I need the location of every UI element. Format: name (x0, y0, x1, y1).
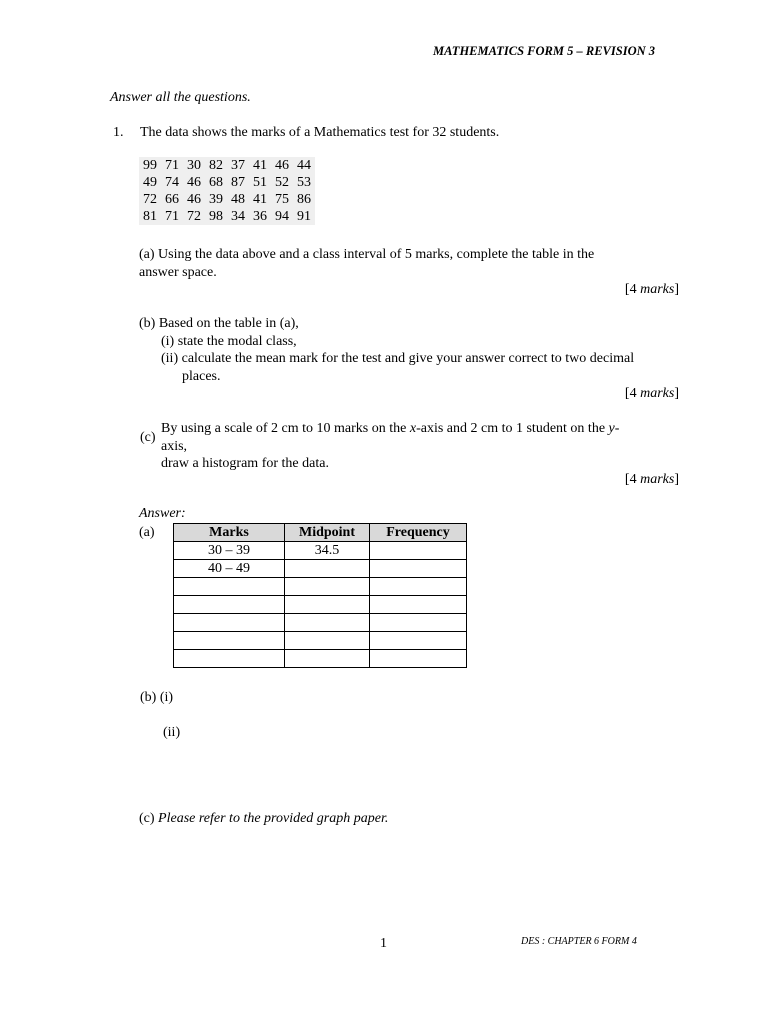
data-grid-cell: 74 (165, 175, 179, 190)
part-b-marks: [4 marks] (624, 386, 679, 401)
data-grid-cell: 81 (143, 209, 157, 224)
data-grid-cell: 68 (209, 175, 223, 190)
data-grid-cell: 71 (165, 209, 179, 224)
data-grid-row (139, 174, 315, 191)
table-cell (285, 632, 370, 650)
table-cell: 30 – 39 (174, 542, 285, 560)
answer-a-label: (a) (139, 525, 155, 540)
part-c-line3: draw a histogram for the data. (161, 456, 329, 471)
table-cell (370, 614, 467, 632)
instructions: Answer all the questions. (110, 90, 251, 105)
answer-label: Answer: (139, 506, 186, 521)
data-grid-cell: 44 (297, 158, 311, 173)
table-cell (370, 578, 467, 596)
data-grid-cell: 41 (253, 158, 267, 173)
part-a (139, 246, 679, 299)
marks-data-grid (139, 157, 315, 225)
table-cell: 34.5 (285, 542, 370, 560)
table-cell (285, 614, 370, 632)
part-c (161, 420, 661, 473)
part-c-line1: By using a scale of 2 cm to 10 marks on the x-axis and 2 cm to 1 student on the y- (161, 421, 620, 436)
data-grid-cell: 37 (231, 158, 245, 173)
table-cell (285, 578, 370, 596)
data-grid-cell: 46 (187, 192, 201, 207)
data-grid-row (139, 157, 315, 174)
table-header: Marks (174, 524, 285, 542)
data-grid-cell: 71 (165, 158, 179, 173)
data-grid-cell: 36 (253, 209, 267, 224)
table-cell (285, 560, 370, 578)
table-cell (174, 632, 285, 650)
footer-chapter: DES : CHAPTER 6 FORM 4 (521, 936, 637, 947)
data-grid-cell: 91 (297, 209, 311, 224)
page-number: 1 (380, 936, 387, 951)
part-b-line1: (b) Based on the table in (a), (139, 316, 299, 331)
data-grid-cell: 98 (209, 209, 223, 224)
answer-b-ii-label: (ii) (163, 725, 181, 740)
data-grid-row (139, 191, 315, 208)
table-cell (285, 596, 370, 614)
data-grid-cell: 94 (275, 209, 289, 224)
table-row (174, 578, 467, 596)
part-b (139, 315, 679, 403)
data-grid-cell: 48 (231, 192, 245, 207)
part-a-line1: (a) Using the data above and a class interval of 5 marks, complete the table in the (139, 247, 595, 262)
data-grid-cell: 51 (253, 175, 267, 190)
document-header: MATHEMATICS FORM 5 – REVISION 3 (433, 44, 655, 58)
data-grid-row (139, 208, 315, 225)
table-row (174, 560, 467, 578)
part-b-line2: (i) state the modal class, (161, 333, 297, 349)
table-header: Midpoint (285, 524, 370, 542)
data-grid-cell: 39 (209, 192, 223, 207)
table-cell (174, 578, 285, 596)
data-grid-cell: 46 (275, 158, 289, 173)
answer-c: (c) Please refer to the provided graph paper. (139, 811, 389, 826)
data-grid-cell: 82 (209, 158, 223, 173)
data-grid-cell: 72 (143, 192, 157, 207)
data-grid-cell: 66 (165, 192, 179, 207)
table-row (174, 542, 467, 560)
data-grid-cell: 52 (275, 175, 289, 190)
table-header: Frequency (370, 524, 467, 542)
table-cell (174, 650, 285, 668)
data-grid-cell: 34 (231, 209, 245, 224)
table-cell (370, 560, 467, 578)
data-grid-cell: 72 (187, 209, 201, 224)
part-b-line3: (ii) calculate the mean mark for the test and give your answer correct to two decimal (161, 351, 635, 366)
table-row (174, 632, 467, 650)
answer-b-i-label: (b) (i) (140, 690, 174, 705)
part-b-line4: places. (182, 368, 221, 384)
table-row (174, 596, 467, 614)
table-row (174, 650, 467, 668)
table-cell (370, 632, 467, 650)
frequency-table (173, 523, 467, 668)
data-grid-cell: 86 (297, 192, 311, 207)
part-a-line2: answer space. (139, 264, 217, 280)
part-a-marks: [4 marks] (624, 282, 679, 297)
part-c-line2: axis, (161, 438, 188, 454)
data-grid-cell: 46 (187, 175, 201, 190)
table-cell (370, 596, 467, 614)
table-cell (174, 614, 285, 632)
data-grid-cell: 75 (275, 192, 289, 207)
table-cell (370, 542, 467, 560)
question-text: The data shows the marks of a Mathematics test for 32 students. (140, 125, 500, 140)
data-grid-cell: 41 (253, 192, 267, 207)
data-grid-cell: 53 (297, 175, 311, 190)
data-grid-cell: 99 (143, 158, 157, 173)
question-number: 1. (113, 125, 124, 140)
part-c-label: (c) (140, 430, 156, 445)
table-row (174, 614, 467, 632)
table-cell (285, 650, 370, 668)
data-grid-cell: 49 (143, 175, 157, 190)
table-cell (174, 596, 285, 614)
table-cell (370, 650, 467, 668)
data-grid-cell: 87 (231, 175, 245, 190)
table-cell: 40 – 49 (174, 560, 285, 578)
part-c-marks: [4 marks] (624, 472, 679, 487)
data-grid-cell: 30 (187, 158, 201, 173)
